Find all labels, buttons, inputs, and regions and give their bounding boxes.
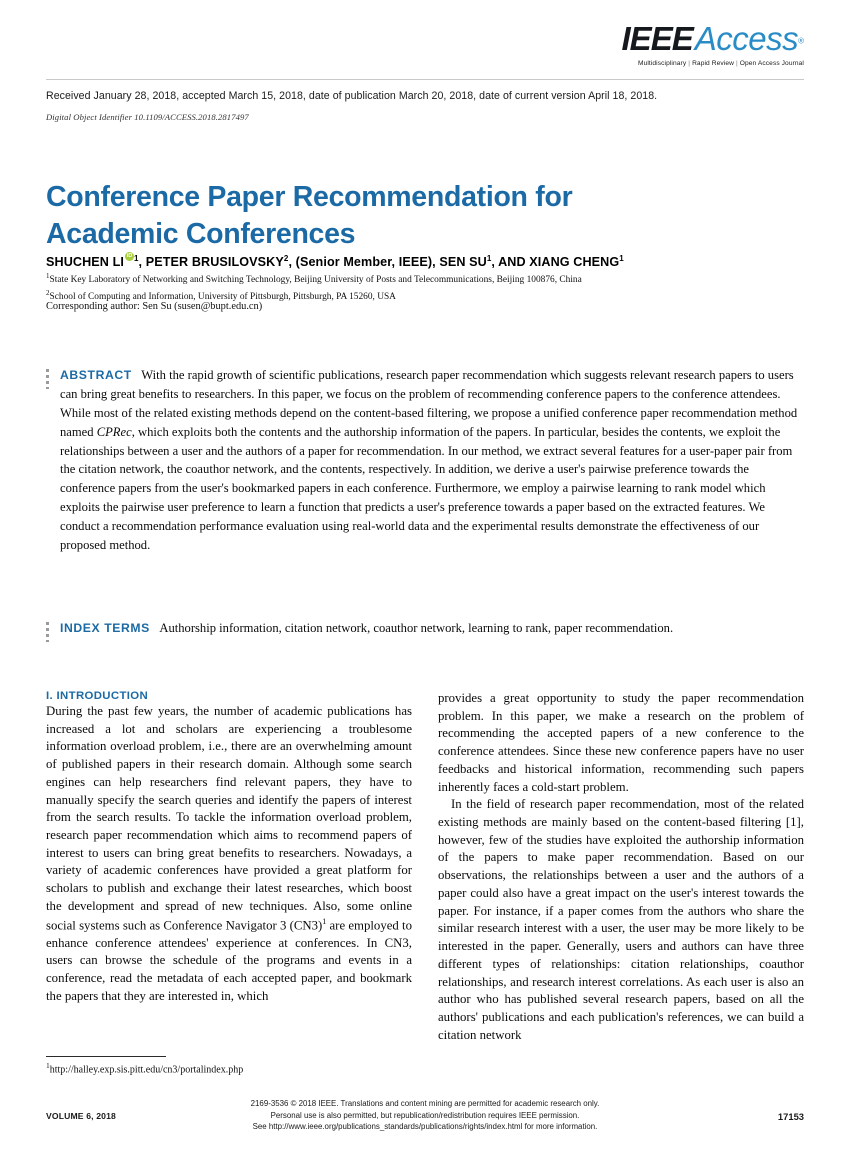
abstract-method-name: CPRec [96,424,132,439]
index-terms-dot-marker [46,622,49,642]
footnote-ref-1[interactable]: 1 [322,916,327,926]
copyright-notice [46,1098,804,1133]
ieee-access-masthead [574,22,804,67]
tagline-open-access: Open Access Journal [739,60,804,67]
affiliation-2-marker: 2 [46,288,50,297]
left-para-text-1: During the past few years, the number of academic publications has increased a lot and scholars are experiencing a troublesome information overload problem, i.e., there are an overwhelming amount of published papers in their research domain. Although some search engines can help researchers find relevant papers, they have to manually specify the search queries and identify the papers of interest from the search results. To tackle the information overload problem, research paper recommendation which aims to recommend papers of interest to users can bring great benefits to researchers. Nowadays, a variety of academic conferences have provided a great platform for scholars to publish and exchange their latest researches, which boost the development and spread of new techniques. Also, some online social systems such as Conference Navigator 3 (CN3) [46,704,412,932]
received-dates-line: Received January 28, 2018, accepted March 15, 2018, date of publication March 20, 2018, date of current version April 18, 2018. [46,90,658,102]
right-column-paragraph-2: In the field of research paper recommendation, most of the related existing methods are mainly based on the content-based filtering [1], however, few of the studies have exploited the authorship information of the papers to make paper recommendation. Based on our observations, the relationships between a user and the authors of a paper could also have a great impact on the user's interest towards the paper. For instance, if a paper comes from the authors who share the similar research interest with a user, the user may be more likely to be interested in the paper. Generally, users and authors can have three different types of relationships: citation relationships, coauthor relationships, and research interest correlations. As each user is also an author who has published several research papers, based on all the authors' publications and each publication's references, we can build a citation network [438,797,804,1042]
abstract-dot-marker [46,369,49,389]
index-terms-block [46,619,804,638]
tagline-separator-2: | [735,60,738,67]
footnote-marker: 1 [46,1061,50,1070]
affiliations [46,271,786,304]
author-affil-marker-3: 1 [486,254,492,263]
author-affil-marker-2: 2 [283,254,289,263]
copyright-line-2: Personal use is also permitted, but republication/redistribution requires IEEE permission. [270,1110,580,1120]
orcid-id-icon[interactable] [125,252,134,261]
footnote-1 [46,1061,243,1075]
journal-logo [574,22,804,55]
affiliation-2-text: School of Computing and Information, University of Pittsburgh, Pittsburgh, PA 15260, USA [49,291,396,302]
tagline-separator-1: | [688,60,691,67]
affiliation-1-text: State Key Laboratory of Networking and Switching Technology, Beijing University of Posts and Telecommunications, Beijing 100876, China [49,275,582,286]
page-number: 17153 [777,1111,804,1122]
volume-label: VOLUME 6, 2018 [46,1111,116,1121]
trademark-symbol: ® [798,36,804,46]
ieee-wordmark: IEEE [621,20,693,57]
left-column-paragraph-1 [46,703,412,1005]
footnote-separator-rule [46,1056,166,1057]
author-affil-marker-1: 1 [133,254,139,263]
author-list [46,252,786,269]
section-heading-introduction: I. INTRODUCTION [46,690,149,702]
index-terms-body [60,621,673,635]
access-wordmark: Access [694,20,799,57]
page-footer [46,1098,804,1142]
right-column-paragraph-1: provides a great opportunity to study the paper recommendation problem. In this paper, we make a research on the problem of recommending the accepted papers of a new conference to the conference attendees. Since these new conference papers have no user feedbacks and historical information, recommending such papers inherently faces a cold-start problem. [438,691,804,794]
journal-tagline [574,60,804,67]
abstract-block [46,366,804,555]
abstract-body [60,368,797,552]
left-column [46,690,412,1005]
page-title: Conference Paper Recommendation for Academic Conferences [46,181,573,250]
masthead-divider-rule [46,79,804,80]
abstract-label: ABSTRACT [60,368,132,382]
author-shuchen-li: SHUCHEN LI [46,255,124,270]
body-columns [46,690,804,1050]
tagline-multidisciplinary: Multidisciplinary [637,60,687,67]
right-column [438,690,804,1044]
affiliation-1-marker: 1 [46,272,50,280]
left-para-text-2: are employed to enhance conference attendees' experience at conferences. In CN3, users can browse the schedule of the programs and events in a conference, read the metadata of each accepted paper, and bookmark the papers that they are interested in, which [46,917,412,1003]
copyright-line-1: 2169-3536 © 2018 IEEE. Translations and content mining are permitted for academic research only. [250,1099,600,1108]
footnote-url[interactable]: http://halley.exp.sis.pitt.edu/cn3/portalindex.php [49,1064,244,1076]
corresponding-author: Corresponding author: Sen Su (susen@bupt.edu.cn) [46,301,263,312]
doi-line: Digital Object Identifier 10.1109/ACCESS.2018.2817497 [46,112,249,122]
tagline-rapid-review: Rapid Review [692,60,734,67]
author-peter-brusilovsky: , PETER BRUSILOVSKY [138,255,284,270]
copyright-line-3: See http://www.ieee.org/publications_standards/publications/rights/index.html for more information. [252,1122,598,1132]
abstract-text-part-2: , which exploits both the contents and the authorship information of the papers. In particular, besides the contents, we exploit the relationships between a user and the authors of a paper for recommendation. In our method, we extract several features for a user-paper pair from the citation network, the coauthor network, and the contents, respectively. In addition, we derive a user's pairwise preference towards the conference papers from the user's bookmarked papers in each conference. Furthermore, we employ a pairwise learning to rank model which exploits the pairwise user preference to learn a function that predicts a user's preference towards a paper based on the extracted features. We conduct a recommendation performance evaluation using real-world data and the experimental results demonstrate the effectiveness of our proposed method. [60,424,793,553]
affiliation-1 [46,271,786,288]
author-affil-marker-4: 1 [619,254,624,263]
index-terms-label: INDEX TERMS [60,621,150,635]
author-sen-su: , (Senior Member, IEEE), SEN SU [288,255,487,270]
author-xiang-cheng: , AND XIANG CHENG [491,255,620,270]
abstract-text-part-1: With the rapid growth of scientific publications, research paper recommendation which suggests relevant research papers to users can bring great benefits to researchers. In this paper, we focus on the problem of recommending conference papers to the conference attendees. While most of the related existing methods depend on the content-based filtering, we propose a unified conference paper recommendation method named [60,368,798,439]
index-terms-text: Authorship information, citation network, coauthor network, learning to rank, paper recommendation. [159,621,674,635]
